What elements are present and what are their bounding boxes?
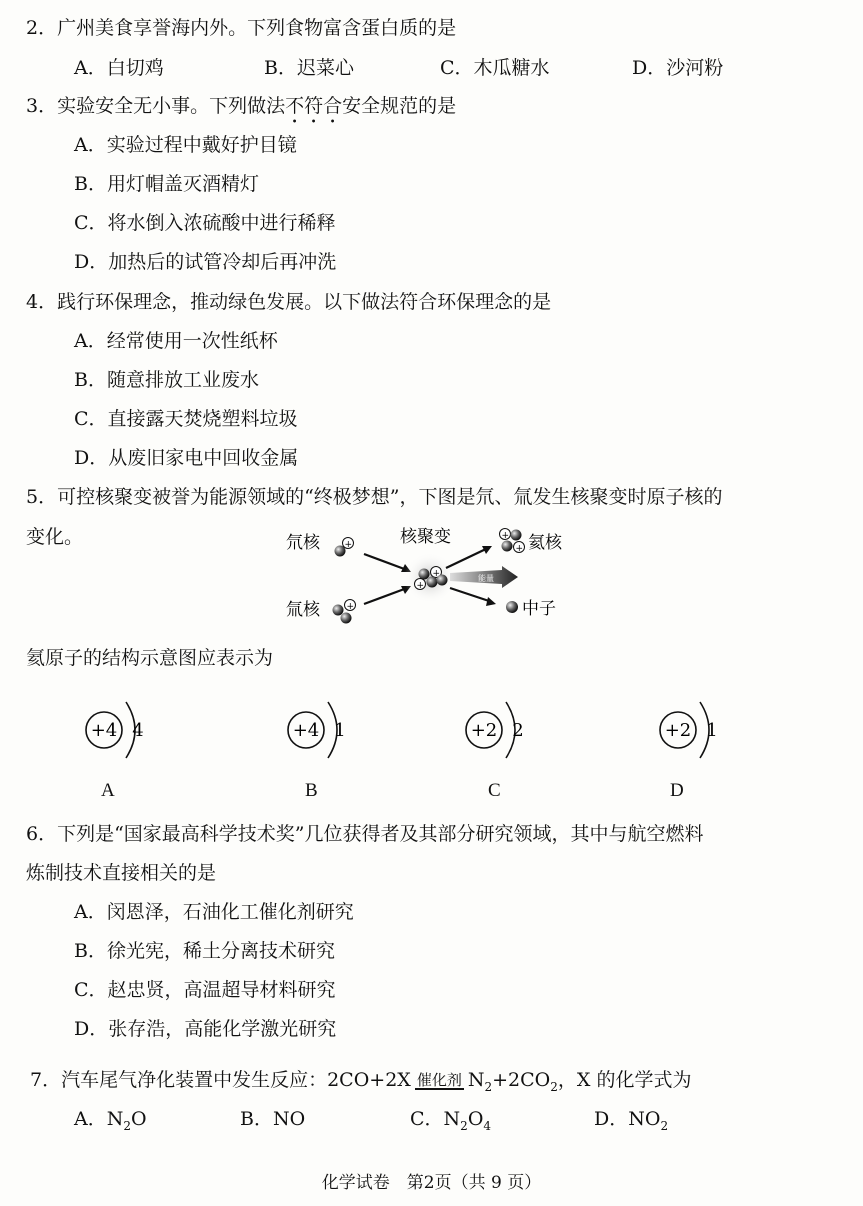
atom-diagram-b bbox=[282, 690, 362, 770]
q7-option-c: C．$N_2O_4$ bbox=[410, 1108, 492, 1133]
q5-question: 氦原子的结构示意图应表示为 bbox=[26, 647, 274, 669]
q4-option-d: D．从废旧家电中回收金属 bbox=[74, 447, 299, 469]
q7-product-n: N bbox=[467, 1069, 485, 1091]
atom-d-electrons: 1 bbox=[706, 720, 718, 741]
q4-option-c: C．直接露天焚烧塑料垃圾 bbox=[74, 408, 298, 430]
atom-a-electrons: 4 bbox=[132, 720, 144, 741]
q3-option-c: C．将水倒入浓硫酸中进行稀释 bbox=[74, 212, 336, 234]
atom-b-nucleus: +4 bbox=[292, 720, 320, 741]
page-footer: 化学试卷 第2页（共 9 页） bbox=[321, 1173, 542, 1193]
atom-c-electrons: 2 bbox=[512, 720, 524, 741]
tritium-label: 氚核 bbox=[286, 600, 320, 620]
atom-diagram-a bbox=[80, 690, 160, 770]
deuterium-nucleus bbox=[335, 538, 354, 557]
q3-stem-pre: 3．实验安全无小事。下列做法 bbox=[26, 95, 286, 117]
q4-option-b: B．随意排放工业废水 bbox=[74, 369, 259, 391]
neutron-label: 中子 bbox=[522, 599, 556, 619]
arrow-in-bottom bbox=[364, 586, 411, 604]
energy-label: 能量 bbox=[478, 574, 494, 583]
atom-c-label: C bbox=[488, 780, 501, 801]
svg-text:+: + bbox=[416, 581, 425, 591]
q3-option-b: B．用灯帽盖灭酒精灯 bbox=[74, 173, 259, 195]
neutron-particle bbox=[506, 601, 518, 613]
atom-d-nucleus: +2 bbox=[664, 720, 692, 741]
svg-text:+: + bbox=[432, 569, 441, 579]
q5-stem-line2: 变化。 bbox=[26, 526, 84, 548]
atom-b-label: B bbox=[305, 780, 318, 801]
q6-option-d: D．张存浩，高能化学激光研究 bbox=[74, 1018, 337, 1040]
svg-text:+: + bbox=[346, 602, 355, 612]
q7-stem-post: ，X 的化学式为 bbox=[557, 1069, 692, 1091]
atom-a-label: A bbox=[101, 780, 115, 801]
atom-d-label: D bbox=[670, 780, 684, 801]
svg-text:+: + bbox=[501, 531, 510, 541]
q4-option-a: A．经常使用一次性纸杯 bbox=[74, 330, 278, 352]
q6-option-a: A．闵恩泽，石油化工催化剂研究 bbox=[74, 901, 354, 923]
q7-catalyst-label: 催化剂 bbox=[416, 1071, 462, 1089]
arrow-out-neutron bbox=[450, 588, 496, 606]
q2-option-d: D．沙河粉 bbox=[632, 57, 724, 79]
atom-b-electrons: 1 bbox=[334, 720, 346, 741]
atom-a-nucleus: +4 bbox=[90, 720, 118, 741]
q7-product-n-sub: 2 bbox=[484, 1079, 493, 1094]
q3-stem-emphasis: 不符合 bbox=[285, 95, 343, 117]
q6-option-b: B．徐光宪，稀土分离技术研究 bbox=[74, 940, 335, 962]
helium-nucleus bbox=[500, 529, 525, 555]
energy-arrow bbox=[450, 566, 518, 588]
q4-stem: 4．践行环保理念，推动绿色发展。以下做法符合环保理念的是 bbox=[26, 291, 552, 313]
q3-option-d: D．加热后的试管冷却后再冲洗 bbox=[74, 251, 337, 273]
q6-option-c: C．赵忠贤，高温超导材料研究 bbox=[74, 979, 336, 1001]
q2-option-b: B．迟菜心 bbox=[264, 57, 354, 79]
atom-c-nucleus: +2 bbox=[470, 720, 498, 741]
fusion-label: 核聚变 bbox=[400, 527, 451, 547]
q6-stem-line1: 6．下列是“国家最高科学技术奖”几位获得者及其部分研究领域，其中与航空燃料 bbox=[26, 823, 704, 845]
q7-option-b: B．NO bbox=[240, 1108, 306, 1130]
q3-option-a: A．实验过程中戴好护目镜 bbox=[74, 134, 297, 156]
q2-option-a: A．白切鸡 bbox=[74, 57, 164, 79]
q7-catalyst-arrow bbox=[415, 1072, 464, 1090]
tritium-nucleus bbox=[333, 600, 356, 624]
q5-stem-line1: 5．可控核聚变被誉为能源领域的“终极梦想”，下图是氘、氚发生核聚变时原子核的 bbox=[26, 486, 723, 508]
q7-product-co-sub: 2 bbox=[550, 1079, 558, 1094]
fusion-diagram bbox=[280, 518, 580, 636]
arrow-in-top bbox=[364, 554, 411, 572]
q3-stem bbox=[26, 94, 456, 128]
q7-option-a: A．$N_2O$ bbox=[74, 1108, 147, 1133]
q6-stem-line2: 炼制技术直接相关的是 bbox=[26, 862, 217, 884]
q2-option-c: C．木瓜糖水 bbox=[440, 57, 550, 79]
atom-diagram-c bbox=[460, 690, 540, 770]
helium-label: 氦核 bbox=[528, 533, 562, 553]
svg-text:+: + bbox=[515, 544, 524, 554]
arrow-out-helium bbox=[446, 546, 492, 568]
deuterium-label: 氘核 bbox=[286, 533, 320, 553]
q2-stem: 2．广州美食享誉海内外。下列食物富含蛋白质的是 bbox=[26, 17, 457, 39]
q7-stem-pre: 7．汽车尾气净化装置中发生反应：2CO+2X bbox=[30, 1069, 411, 1091]
atom-diagram-d bbox=[654, 690, 734, 770]
q7-product-co: +2CO bbox=[492, 1069, 551, 1091]
svg-text:+: + bbox=[344, 540, 353, 550]
q3-stem-post: 安全规范的是 bbox=[342, 95, 457, 117]
q7-stem bbox=[30, 1068, 691, 1099]
q7-option-d: D．$NO_2$ bbox=[594, 1108, 669, 1133]
